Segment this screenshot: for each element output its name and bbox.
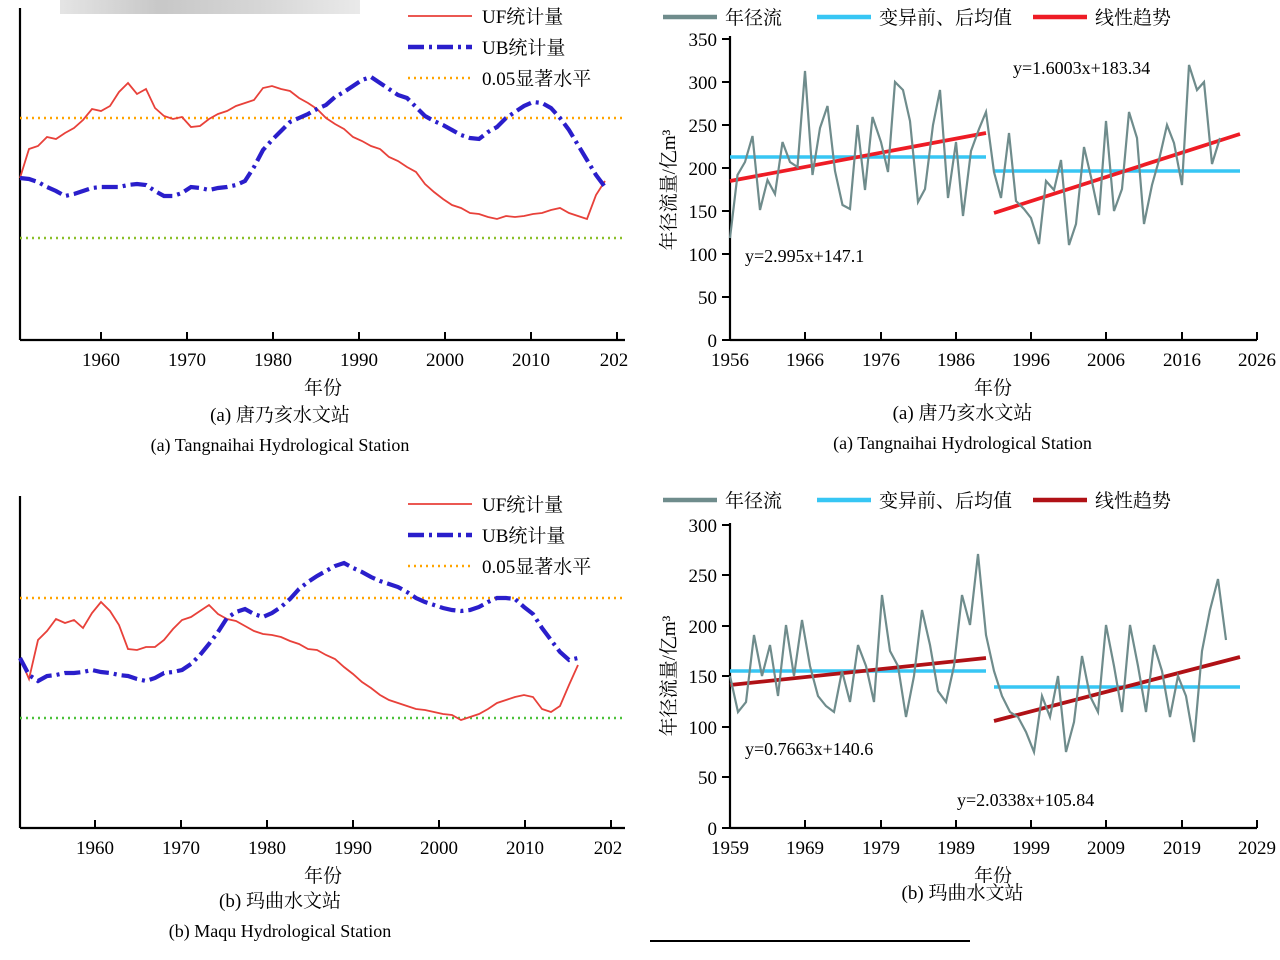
svg-text:1990: 1990 bbox=[340, 350, 378, 371]
svg-text:1960: 1960 bbox=[82, 350, 120, 371]
svg-text:50: 50 bbox=[698, 288, 717, 309]
mk-tangnaihai-legend bbox=[408, 6, 591, 90]
runoff-maqu-xlabel: 年份 bbox=[973, 866, 1013, 883]
runoff-maqu-xticklabels bbox=[711, 838, 1276, 859]
legend-label-uf: UF统计量 bbox=[482, 7, 564, 28]
caption-cn-runoff-maqu: (b) 玛曲水文站 bbox=[901, 883, 1024, 904]
legend-label-annual-runoff: 年径流 bbox=[725, 491, 783, 512]
chart-mk-tangnaihai bbox=[0, 0, 640, 455]
svg-text:1960: 1960 bbox=[76, 838, 114, 859]
caption-en-mk-maqu: (b) Maqu Hydrological Station bbox=[168, 921, 392, 941]
svg-text:100: 100 bbox=[688, 245, 717, 266]
svg-text:202: 202 bbox=[599, 350, 629, 371]
caption-cn-mk-maqu: (b) 玛曲水文站 bbox=[219, 891, 341, 912]
svg-text:1970: 1970 bbox=[168, 350, 206, 371]
runoff-maqu-ylabel: 年径流量/亿m³ bbox=[659, 615, 680, 737]
caption-en-mk-tangnaihai: (a) Tangnaihai Hydrological Station bbox=[150, 435, 410, 455]
legend-label-ub: UB统计量 bbox=[482, 526, 566, 547]
svg-text:200: 200 bbox=[688, 159, 717, 180]
mk-maqu-legend bbox=[408, 494, 591, 578]
svg-text:1976: 1976 bbox=[862, 350, 900, 371]
runoff-tangnaihai-svg bbox=[645, 0, 1280, 400]
chart-mk-maqu bbox=[0, 488, 640, 941]
svg-text:0: 0 bbox=[707, 331, 717, 352]
svg-text:2000: 2000 bbox=[426, 350, 464, 371]
legend-label-trend: 线性趋势 bbox=[1095, 491, 1172, 512]
caption-en-runoff-tangnaihai: (a) Tangnaihai Hydrological Station bbox=[833, 433, 1092, 453]
ub-series-line bbox=[20, 563, 578, 681]
legend-label-significance: 0.05显著水平 bbox=[482, 69, 592, 90]
svg-text:2006: 2006 bbox=[1087, 350, 1125, 371]
svg-text:1979: 1979 bbox=[862, 838, 900, 859]
uf-series-line bbox=[20, 83, 605, 219]
mk-tangnaihai-svg bbox=[0, 0, 640, 400]
runoff-tangnaihai-yticklabels bbox=[689, 30, 718, 352]
svg-text:1959: 1959 bbox=[711, 838, 749, 859]
legend-label-significance: 0.05显著水平 bbox=[482, 557, 592, 578]
runoff-tangnaihai-ylabel: 年径流量/亿m³ bbox=[659, 129, 680, 251]
svg-text:150: 150 bbox=[688, 202, 717, 223]
svg-text:2016: 2016 bbox=[1163, 350, 1201, 371]
legend-label-ub: UB统计量 bbox=[482, 38, 566, 59]
svg-text:2010: 2010 bbox=[512, 350, 550, 371]
ub-series-line bbox=[20, 77, 605, 196]
svg-text:2010: 2010 bbox=[506, 838, 544, 859]
svg-text:150: 150 bbox=[688, 667, 717, 688]
legend-label-mean: 变异前、后均值 bbox=[879, 8, 1013, 29]
runoff-tangnaihai-xticklabels bbox=[711, 350, 1276, 371]
svg-text:1980: 1980 bbox=[254, 350, 292, 371]
mk-maqu-xticklabels bbox=[76, 838, 622, 859]
equation-before: y=0.7663x+140.6 bbox=[745, 739, 874, 759]
runoff-tangnaihai-xlabel: 年份 bbox=[973, 378, 1013, 399]
svg-text:2019: 2019 bbox=[1163, 838, 1201, 859]
caption-cn-mk-tangnaihai: (a) 唐乃亥水文站 bbox=[210, 405, 350, 426]
legend-label-uf: UF统计量 bbox=[482, 495, 564, 516]
chart-runoff-maqu bbox=[645, 483, 1280, 904]
svg-text:1970: 1970 bbox=[162, 838, 200, 859]
equation-after: y=1.6003x+183.34 bbox=[1013, 58, 1151, 78]
svg-text:1986: 1986 bbox=[937, 350, 975, 371]
svg-text:2009: 2009 bbox=[1087, 838, 1125, 859]
svg-text:300: 300 bbox=[688, 516, 717, 537]
legend-label-annual-runoff: 年径流 bbox=[725, 8, 783, 29]
mk-maqu-svg bbox=[0, 488, 640, 888]
svg-text:50: 50 bbox=[698, 768, 717, 789]
chart-runoff-tangnaihai bbox=[645, 0, 1280, 453]
mk-tangnaihai-xlabel: 年份 bbox=[303, 378, 343, 399]
svg-text:2026: 2026 bbox=[1238, 350, 1276, 371]
svg-text:1966: 1966 bbox=[786, 350, 824, 371]
legend-label-mean: 变异前、后均值 bbox=[879, 491, 1013, 512]
equation-after: y=2.0338x+105.84 bbox=[957, 790, 1095, 810]
runoff-tangnaihai-legend bbox=[663, 7, 1171, 29]
svg-text:202: 202 bbox=[593, 838, 623, 859]
equation-before: y=2.995x+147.1 bbox=[745, 246, 865, 266]
svg-text:1969: 1969 bbox=[786, 838, 824, 859]
runoff-maqu-yticklabels bbox=[689, 516, 718, 840]
page-divider bbox=[650, 940, 970, 942]
svg-text:350: 350 bbox=[688, 30, 717, 51]
svg-text:1956: 1956 bbox=[711, 350, 749, 371]
svg-text:0: 0 bbox=[707, 819, 717, 840]
svg-text:2000: 2000 bbox=[420, 838, 458, 859]
mk-tangnaihai-xticklabels bbox=[82, 350, 628, 371]
svg-text:300: 300 bbox=[688, 73, 717, 94]
svg-text:250: 250 bbox=[688, 566, 717, 587]
svg-text:1989: 1989 bbox=[937, 838, 975, 859]
caption-cn-runoff-tangnaihai: (a) 唐乃亥水文站 bbox=[892, 403, 1033, 424]
annual-runoff-line bbox=[730, 65, 1220, 245]
svg-text:1999: 1999 bbox=[1012, 838, 1050, 859]
svg-text:2029: 2029 bbox=[1238, 838, 1276, 859]
uf-series-line bbox=[20, 602, 578, 720]
svg-text:1980: 1980 bbox=[248, 838, 286, 859]
svg-text:250: 250 bbox=[688, 116, 717, 137]
annual-runoff-line bbox=[730, 554, 1226, 752]
svg-text:1996: 1996 bbox=[1012, 350, 1050, 371]
runoff-maqu-svg bbox=[645, 483, 1280, 883]
svg-text:100: 100 bbox=[688, 718, 717, 739]
legend-label-trend: 线性趋势 bbox=[1095, 8, 1172, 29]
svg-text:200: 200 bbox=[688, 617, 717, 638]
svg-text:1990: 1990 bbox=[334, 838, 372, 859]
runoff-maqu-legend bbox=[663, 490, 1171, 512]
mk-maqu-xlabel: 年份 bbox=[303, 866, 343, 887]
